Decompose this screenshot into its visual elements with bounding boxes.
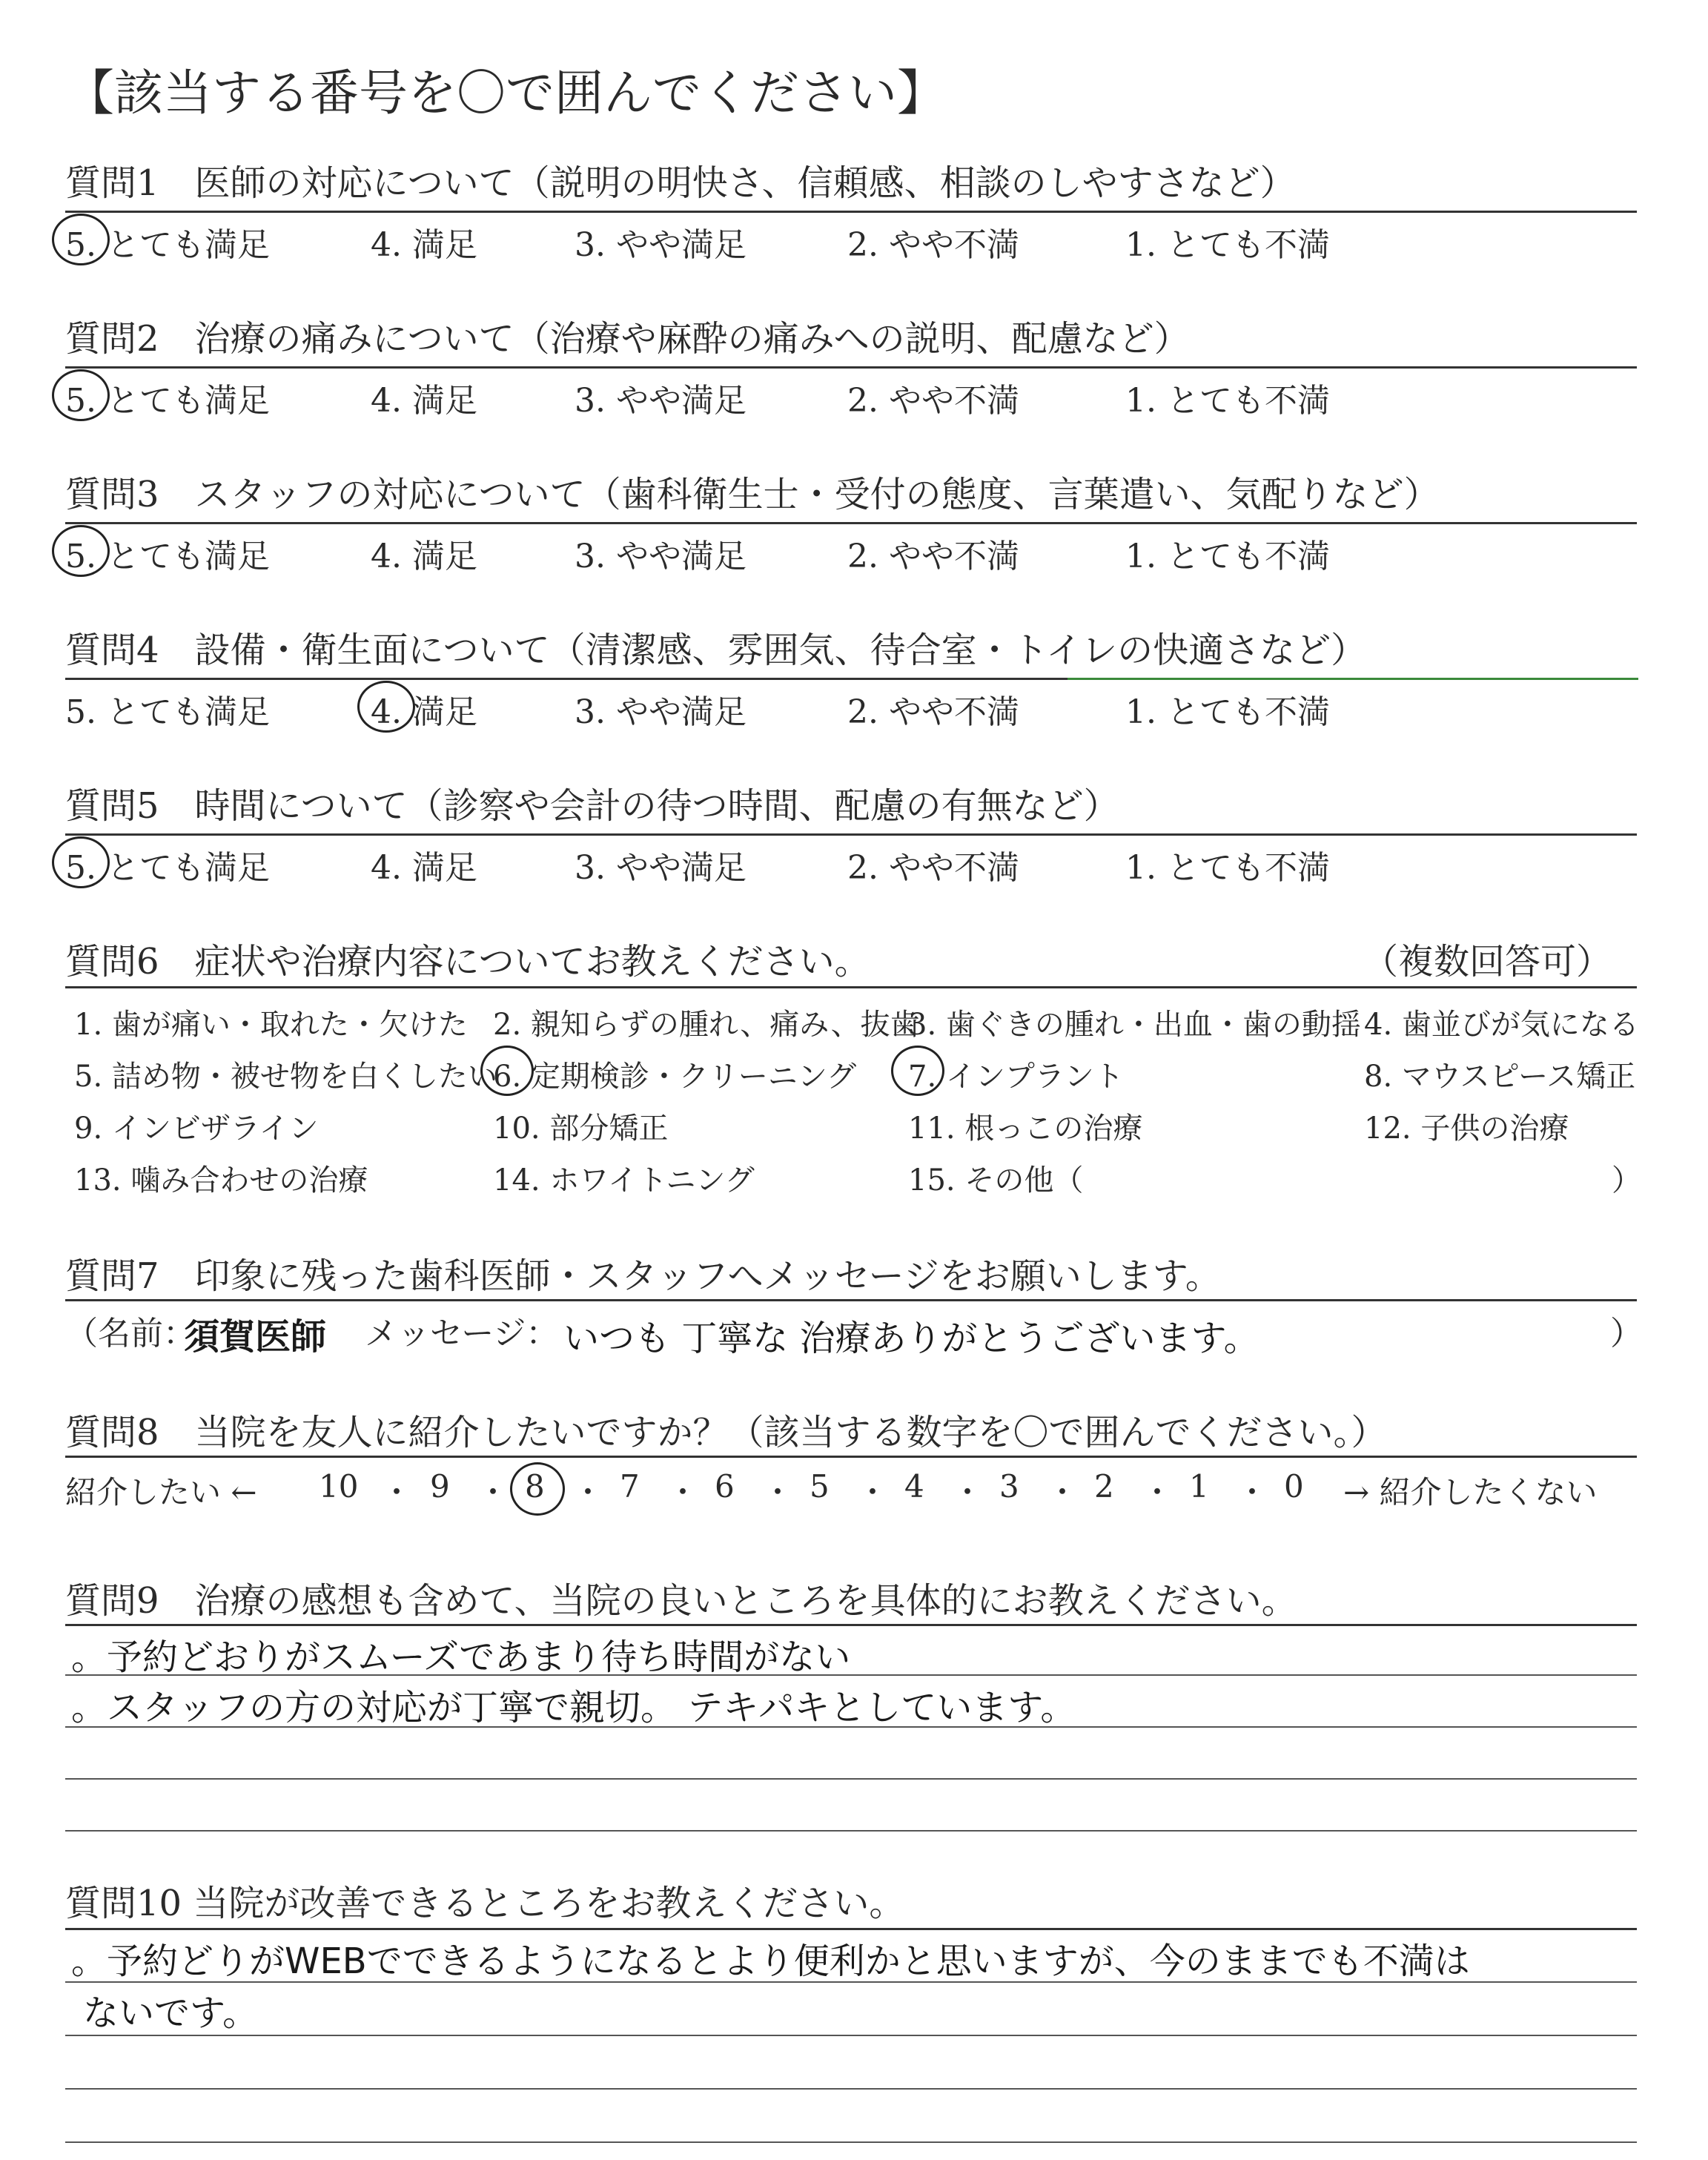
q10-rule-4 <box>65 2088 1637 2090</box>
q8-separator-dot: ・ <box>952 1474 984 1510</box>
q3-option-4: 4. 満足 <box>371 538 477 575</box>
q9-rule-4 <box>65 1778 1637 1780</box>
q7-message-label: メッセージ： <box>365 1315 559 1353</box>
q2-title: 質問2 治療の痛みについて（治療や麻酔の痛みへの説明、配慮など） <box>65 318 1190 360</box>
q6-option-9: 9. インビザライン <box>74 1112 319 1146</box>
q7-title: 質問7 印象に残った歯科医師・スタッフへメッセージをお願いします。 <box>65 1255 1221 1297</box>
q8-number-4: 4 <box>904 1468 924 1505</box>
q7-name-label: （名前： <box>65 1315 196 1353</box>
q8-number-5: 5 <box>810 1468 830 1505</box>
q8-rule <box>65 1456 1637 1458</box>
q8-number-8: 8 <box>525 1468 545 1505</box>
q7-message-value: いつも 丁寧な 治療ありがとうございます。 <box>563 1318 1260 1359</box>
q8-separator-dot: ・ <box>477 1474 509 1510</box>
q1-rule <box>65 211 1637 213</box>
q8-separator-dot: ・ <box>381 1474 413 1510</box>
q4-option-1: 1. とても不満 <box>1125 693 1330 731</box>
q5-option-2: 2. やや不満 <box>847 849 1019 887</box>
q1-option-5: 5. とても満足 <box>65 226 270 264</box>
q5-selected-circle <box>52 836 110 888</box>
q3-option-2: 2. やや不満 <box>847 538 1019 575</box>
q1-option-3: 3. やや満足 <box>575 226 747 264</box>
q1-selected-circle <box>52 214 110 265</box>
q8-separator-dot: ・ <box>1237 1474 1268 1510</box>
q1-option-4: 4. 満足 <box>371 226 477 264</box>
q6-option-15: 15. その他（ <box>908 1163 1084 1198</box>
q9-rule-2 <box>65 1674 1637 1676</box>
q9-answer-1: 。予約どおりがスムーズであまり待ち時間がない <box>71 1636 851 1678</box>
q10-title: 質問10 当院が改善できるところをお教えください。 <box>65 1883 905 1924</box>
q1-option-2: 2. やや不満 <box>847 226 1019 264</box>
q8-number-1: 1 <box>1189 1468 1209 1505</box>
q1-title: 質問1 医師の対応について（説明の明快さ、信頼感、相談のしやすさなど） <box>65 162 1296 204</box>
q6-option-5: 5. 詰め物・被せ物を白くしたい <box>74 1060 497 1094</box>
q4-option-3: 3. やや満足 <box>575 693 747 731</box>
q2-rule <box>65 366 1637 369</box>
q8-separator-dot: ・ <box>572 1474 604 1510</box>
q5-option-5: 5. とても満足 <box>65 849 270 887</box>
q10-rule-2 <box>65 1981 1637 1983</box>
q8-number-0: 0 <box>1284 1468 1304 1505</box>
q7-rule <box>65 1299 1637 1301</box>
q4-title: 質問4 設備・衛生面について（清潔感、雰囲気、待合室・トイレの快適さなど） <box>65 630 1367 671</box>
q6-option-7: 7. インプラント <box>908 1060 1124 1094</box>
page-header: 【該当する番号を〇で囲んでください】 <box>65 65 946 122</box>
q8-right-label: → 紹介したくない <box>1343 1474 1598 1510</box>
q6-selected-circle-6 <box>480 1046 534 1096</box>
q8-separator-dot: ・ <box>1142 1474 1174 1510</box>
q6-rule <box>65 986 1637 988</box>
q3-rule <box>65 522 1637 524</box>
q6-title: 質問6 症状や治療内容についてお教えください。 <box>65 941 870 982</box>
q5-rule <box>65 833 1637 836</box>
q5-option-3: 3. やや満足 <box>575 849 747 887</box>
q9-answer-2: 。スタッフの方の対応が丁寧で親切。 テキパキとしています。 <box>71 1687 1076 1728</box>
q4-option-5: 5. とても満足 <box>65 693 270 731</box>
q6-option-13: 13. 噛み合わせの治療 <box>74 1163 368 1198</box>
q2-option-2: 2. やや不満 <box>847 382 1019 420</box>
q3-option-5: 5. とても満足 <box>65 538 270 575</box>
q2-option-3: 3. やや満足 <box>575 382 747 420</box>
q2-option-5: 5. とても満足 <box>65 382 270 420</box>
q8-separator-dot: ・ <box>762 1474 794 1510</box>
q2-option-4: 4. 満足 <box>371 382 477 420</box>
q4-selected-circle <box>357 681 415 733</box>
q8-number-7: 7 <box>620 1468 640 1505</box>
q6-option-4: 4. 歯並びが気になる <box>1364 1008 1639 1042</box>
q10-answer-1: 。予約どりがWEBでできるようになるとより便利かと思いますが、今のままでも不満は <box>71 1941 1470 1982</box>
q6-option-11: 11. 根っこの治療 <box>908 1112 1143 1146</box>
q8-number-3: 3 <box>999 1468 1019 1505</box>
q9-rule-3 <box>65 1726 1637 1728</box>
q10-rule-3 <box>65 2035 1637 2036</box>
q8-separator-dot: ・ <box>857 1474 889 1510</box>
q9-title: 質問9 治療の感想も含めて、当院の良いところを具体的にお教えください。 <box>65 1580 1297 1622</box>
q8-separator-dot: ・ <box>1047 1474 1079 1510</box>
q7-name-value: 須賀医師 <box>184 1316 327 1358</box>
q7-close-paren: ） <box>1610 1315 1643 1353</box>
q4-green-underline <box>1068 678 1638 680</box>
q8-left-label: 紹介したい ← <box>65 1474 257 1510</box>
q5-option-4: 4. 満足 <box>371 849 477 887</box>
q2-option-1: 1. とても不満 <box>1125 382 1330 420</box>
q8-number-9: 9 <box>430 1468 450 1505</box>
q6-option-1: 1. 歯が痛い・取れた・欠けた <box>74 1008 468 1042</box>
q6-note: （複数回答可） <box>1363 941 1612 982</box>
q9-rule-5 <box>65 1830 1637 1832</box>
q6-option-6: 6. 定期検診・クリーニング <box>493 1060 857 1094</box>
q4-option-4: 4. 満足 <box>371 693 477 731</box>
q8-number-6: 6 <box>715 1468 735 1505</box>
q8-number-10: 10 <box>319 1468 359 1505</box>
q3-title: 質問3 スタッフの対応について（歯科衛生士・受付の態度、言葉遣い、気配りなど） <box>65 474 1440 515</box>
q6-option-12: 12. 子供の治療 <box>1364 1112 1569 1146</box>
q6-option-16: ） <box>1612 1163 1641 1198</box>
q10-rule-5 <box>65 2141 1637 2143</box>
q2-selected-circle <box>52 369 110 421</box>
q6-option-3: 3. 歯ぐきの腫れ・出血・歯の動揺 <box>908 1008 1361 1042</box>
q5-title: 質問5 時間について（診察や会計の待つ時間、配慮の有無など） <box>65 785 1119 827</box>
q10-answer-2: ないです。 <box>83 1992 259 2034</box>
q8-separator-dot: ・ <box>667 1474 699 1510</box>
q3-option-1: 1. とても不満 <box>1125 538 1330 575</box>
q4-option-2: 2. やや不満 <box>847 693 1019 731</box>
q8-title: 質問8 当院を友人に紹介したいですか？（該当する数字を〇で囲んでください。） <box>65 1412 1387 1453</box>
q3-selected-circle <box>52 525 110 577</box>
q8-number-2: 2 <box>1094 1468 1114 1505</box>
q6-option-8: 8. マウスピース矯正 <box>1364 1060 1636 1094</box>
q6-option-10: 10. 部分矯正 <box>493 1112 669 1146</box>
q1-option-1: 1. とても不満 <box>1125 226 1330 264</box>
q6-option-14: 14. ホワイトニング <box>493 1163 755 1198</box>
q8-selected-circle <box>510 1462 565 1516</box>
q9-rule-1 <box>65 1624 1637 1626</box>
q5-option-1: 1. とても不満 <box>1125 849 1330 887</box>
q6-selected-circle-7 <box>891 1046 944 1096</box>
q6-option-2: 2. 親知らずの腫れ、痛み、抜歯 <box>493 1008 920 1042</box>
q10-rule-1 <box>65 1928 1637 1930</box>
q3-option-3: 3. やや満足 <box>575 538 747 575</box>
